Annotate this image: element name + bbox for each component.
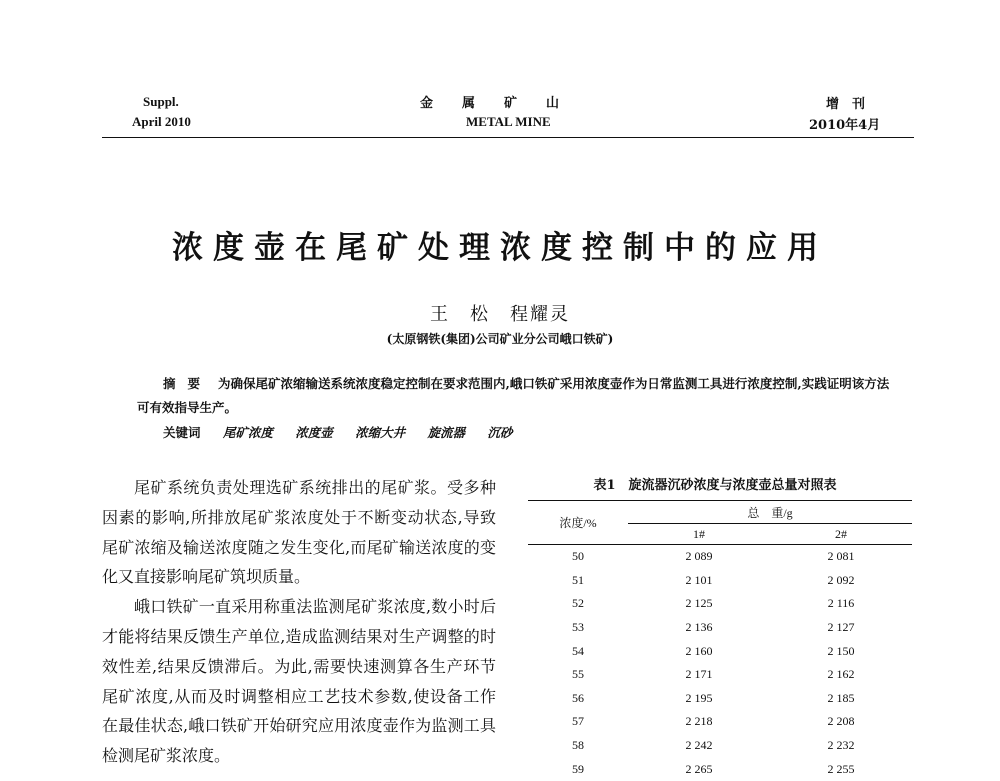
table-row: [528, 757, 912, 781]
keyword: 尾矿浓度: [222, 425, 273, 440]
table-cell-weight: 2 255: [827, 761, 855, 776]
header-suppl: Suppl.: [143, 94, 179, 109]
keyword: 旋流器: [427, 425, 466, 440]
abstract: [137, 372, 897, 420]
table-cell-weight: 2 208: [827, 714, 855, 729]
table-cell-weight: 2 150: [827, 643, 855, 658]
table-cell-concentration: 51: [572, 572, 584, 587]
table-cell-weight: 2 116: [827, 596, 855, 611]
keywords: [163, 423, 512, 441]
paper-title: 浓度壶在尾矿处理浓度控制中的应用: [172, 230, 828, 266]
header-date-zh: 2010年4月: [809, 118, 881, 133]
body-paragraph: 尾矿系统负责处理选矿系统排出的尾矿浆。受多种因素的影响,所排放尾矿浆浓度处于不断变动状态,导致尾矿浓缩及输送浓度随之发生变化,而尾矿输送浓度的变化又直接影响尾矿筑坝质量。: [102, 478, 496, 587]
table-cell-weight: 2 125: [685, 596, 713, 611]
keyword: 沉砂: [487, 425, 513, 440]
table-row: [528, 616, 912, 640]
table-cell-weight: 2 265: [685, 761, 713, 776]
abstract-text: 为确保尾矿浓缩输送系统浓度稳定控制在要求范围内,峨口铁矿采用浓度壶作为日常监测工具进行浓度控制,实践证明该方法可有效指导生产。: [137, 376, 890, 415]
table-cell-weight: 2 232: [827, 738, 855, 753]
table-cell-weight: 2 171: [685, 667, 713, 682]
header-rule: [102, 137, 914, 138]
table-cell-weight: 2 081: [827, 549, 855, 564]
table-header-concentration: 浓度/%: [528, 501, 628, 545]
header-suppl-zh: 增 刊: [826, 97, 866, 112]
table-cell-concentration: 52: [572, 596, 584, 611]
authors: 王 松 程耀灵: [430, 304, 570, 325]
table-row: [528, 639, 912, 663]
table-cell-concentration: 57: [572, 714, 584, 729]
table-cell-concentration: 50: [572, 549, 584, 564]
data-table: [528, 500, 912, 781]
keyword: 浓缩大井: [355, 425, 406, 440]
table-header-col2: 2#: [770, 524, 912, 545]
table-cell-concentration: 55: [572, 667, 584, 682]
table-row: [528, 569, 912, 593]
table-cell-weight: 2 136: [685, 620, 713, 635]
table-row: [528, 687, 912, 711]
table-cell-weight: 2 185: [827, 690, 855, 705]
keywords-label: 关键词: [163, 425, 201, 440]
table-body: [528, 545, 912, 781]
table-cell-weight: 2 162: [827, 667, 855, 682]
table-cell-weight: 2 127: [827, 620, 855, 635]
table-header-total-weight: 总 重/g: [628, 501, 912, 524]
table-cell-weight: 2 089: [685, 549, 713, 564]
table-header-col1: 1#: [628, 524, 770, 545]
body-paragraph: 峨口铁矿一直采用称重法监测尾矿浆浓度,数小时后才能将结果反馈生产单位,造成监测结果对生产调整的时效性差,结果反馈滞后。为此,需要快速测算各生产环节尾矿浓度,从而及时调整相应工艺技术参数,使设备工作在最佳状态,峨口铁矿开始研究应用浓度壶作为监测工具检测尾矿浆浓度。: [102, 597, 496, 766]
table-cell-weight: 2 195: [685, 690, 713, 705]
table-cell-concentration: 56: [572, 690, 584, 705]
table-cell-concentration: 58: [572, 738, 584, 753]
abstract-label: 摘要: [163, 376, 213, 391]
table-row: [528, 545, 912, 569]
table-cell-weight: 2 092: [827, 572, 855, 587]
table-cell-weight: 2 218: [685, 714, 713, 729]
table-cell-concentration: 54: [572, 643, 584, 658]
table-row: [528, 592, 912, 616]
table-cell-concentration: 59: [572, 761, 584, 776]
table-caption: 表1 旋流器沉砂浓度与浓度壶总量对照表: [593, 478, 837, 493]
table-row: [528, 663, 912, 687]
table-row: [528, 734, 912, 758]
table-cell-weight: 2 101: [685, 572, 713, 587]
keyword: 浓度壶: [295, 425, 333, 440]
header-date-en: April 2010: [132, 114, 191, 129]
body-column: [102, 473, 496, 771]
table-cell-weight: 2 160: [685, 643, 713, 658]
table-cell-weight: 2 242: [685, 738, 713, 753]
table-cell-concentration: 53: [572, 620, 584, 635]
header-journal-zh: 金 属 矿 山: [420, 96, 568, 111]
table-row: [528, 710, 912, 734]
header-journal-en: METAL MINE: [466, 114, 551, 129]
affiliation: (太原钢铁(集团)公司矿业分公司峨口铁矿): [386, 332, 614, 346]
